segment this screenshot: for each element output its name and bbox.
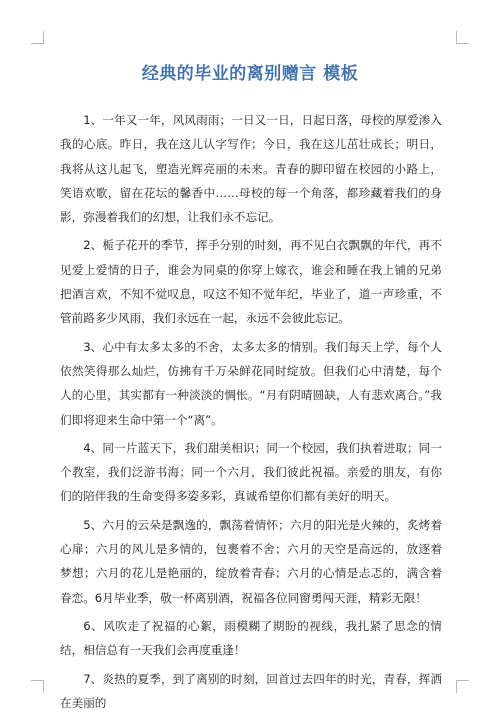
paragraph-3: 3、心中有太多太多的不舍，太多太多的情别。我们每天上学，每个人依然笑得那么灿烂，仿拂有千万朵鲜花同时绽放。但我们心中清楚，每个人的心里，其实都有一种淡淡的惆怅。“月有阴晴圆缺，人有悲欢离合。”我们即将迎来生命中第一个“离”。 [60,339,442,427]
crop-mark-bottom-left [31,680,44,693]
crop-mark-top-left [31,31,44,44]
crop-mark-bottom-right [456,680,469,693]
paragraph-5: 5、六月的云朵是飘逸的，飘荡着情怀；六月的阳光是火辣的，炙烤着心扉；六月的风儿是多情的，包裹着不舍；六月的天空是高远的，放逐着梦想；六月的花儿是艳丽的，绽放着青春；六月的心情是忐忑的，满含着眷恋。6月毕业季，敬一杯离别酒，祝福各位同窗勇闯天涯，精彩无限！ [60,517,442,605]
paragraph-2: 2、栀子花开的季节，挥手分别的时刻，再不见白衣飘飘的年代，再不见爱上爱情的日子，谁会为同桌的你穿上嫁衣，谁会和睡在我上铺的兄弟把酒言欢，不知不觉叹息，叹这不知不觉年纪，毕业了，道一声珍重，不管前路多少风雨，我们永远在一起，永远不会彼此忘记。 [60,238,442,326]
paragraph-6: 6、风吹走了祝福的心絮，雨模糊了期盼的视线，我扎紧了思念的情结，相信总有一天我们会再度重逢！ [60,618,442,658]
paragraph-1: 1、一年又一年，风风雨雨；一日又一日，日起日落，母校的厚爱渗入我的心底。昨日，我在这儿认字写作；今日，我在这儿茁壮成长；明日，我将从这儿起飞，塑造光辉亮丽的未来。青春的脚印留在校园的小路上，笑语欢歌，留在花坛的馨香中……母校的每一个角落，都珍藏着我们的身影，弥漫着我们的幻想，让我们永不忘记。 [60,113,442,225]
paragraph-7: 7、炎热的夏季，到了离别的时刻，回首过去四年的时光，青春，挥洒在美丽的 [60,671,442,710]
document-body [60,108,442,719]
document-title: 经典的毕业的离别赠言 模板 [141,64,359,84]
crop-mark-top-right [456,31,469,44]
paragraph-4: 4、同一片蓝天下，我们甜美相识；同一个校园，我们执着进取；同一个教室，我们泛游书海；同一个六月，我们彼此祝福。亲爱的朋友，有你们的陪伴我的生命变得多姿多彩，真诚希望你们都有美好的明天。 [60,440,442,504]
